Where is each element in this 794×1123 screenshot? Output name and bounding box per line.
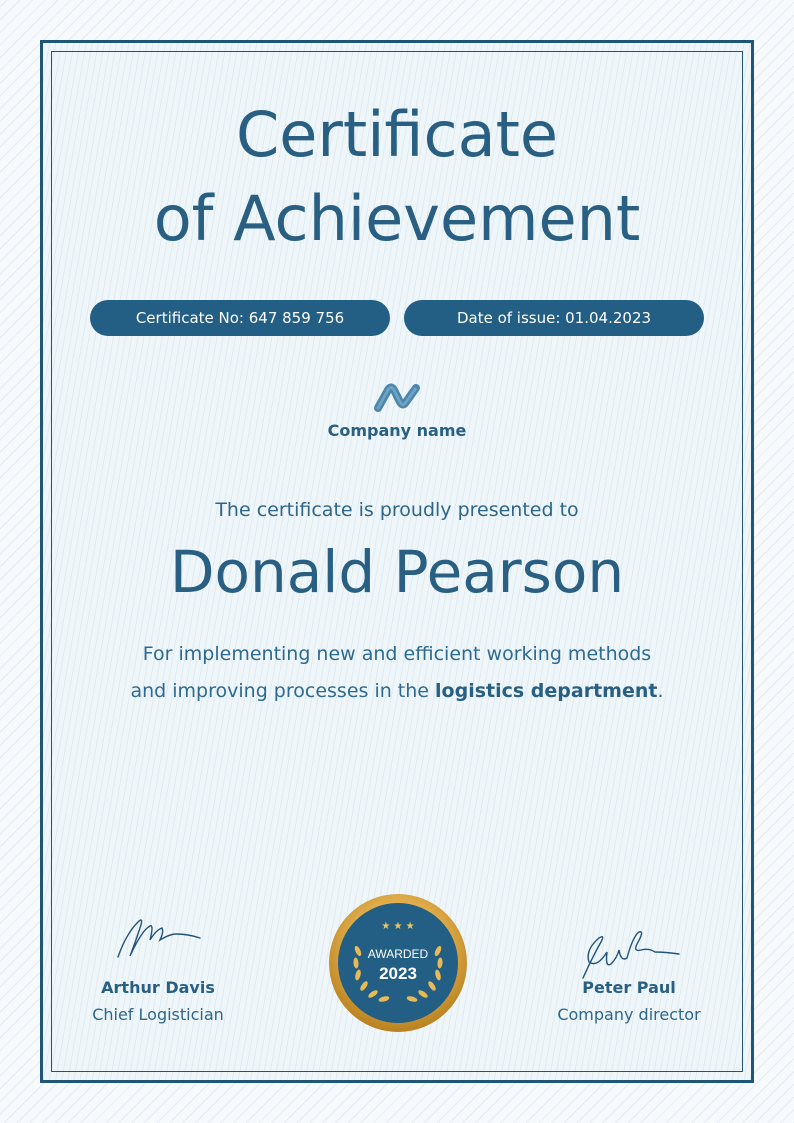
certificate-number-pill: Certificate No: 647 859 756 [90,300,390,336]
title-line-2: of Achievement [153,182,641,255]
company-name: Company name [327,421,467,440]
signer-2-name: Peter Paul [582,978,676,997]
recipient-name: Donald Pearson [169,538,625,606]
company-logo-icon [373,382,421,414]
svg-text:★ ★ ★: ★ ★ ★ [381,921,415,932]
issue-date-pill: Date of issue: 01.04.2023 [404,300,704,336]
signer-1-name: Arthur Davis [101,978,215,997]
arthur-davis-signature [110,912,210,962]
badge-label: AWARDED [367,947,429,961]
peter-paul-signature [575,928,685,983]
achievement-description [0,636,794,710]
title-line-1: Certificate [235,98,559,171]
description-line-1: For implementing new and efficient working methods [142,643,652,665]
signer-2-title: Company director [557,1005,701,1024]
description-highlight: logistics department [435,680,658,702]
signer-1-title: Chief Logistician [92,1005,224,1024]
presented-text: The certificate is proudly presented to [215,499,579,521]
badge-year: 2023 [379,964,417,983]
description-end: . [657,680,664,702]
description-line-2-text: and improving processes in the [130,680,436,702]
description-line-2 [0,673,794,710]
awarded-badge-icon [328,893,468,1033]
